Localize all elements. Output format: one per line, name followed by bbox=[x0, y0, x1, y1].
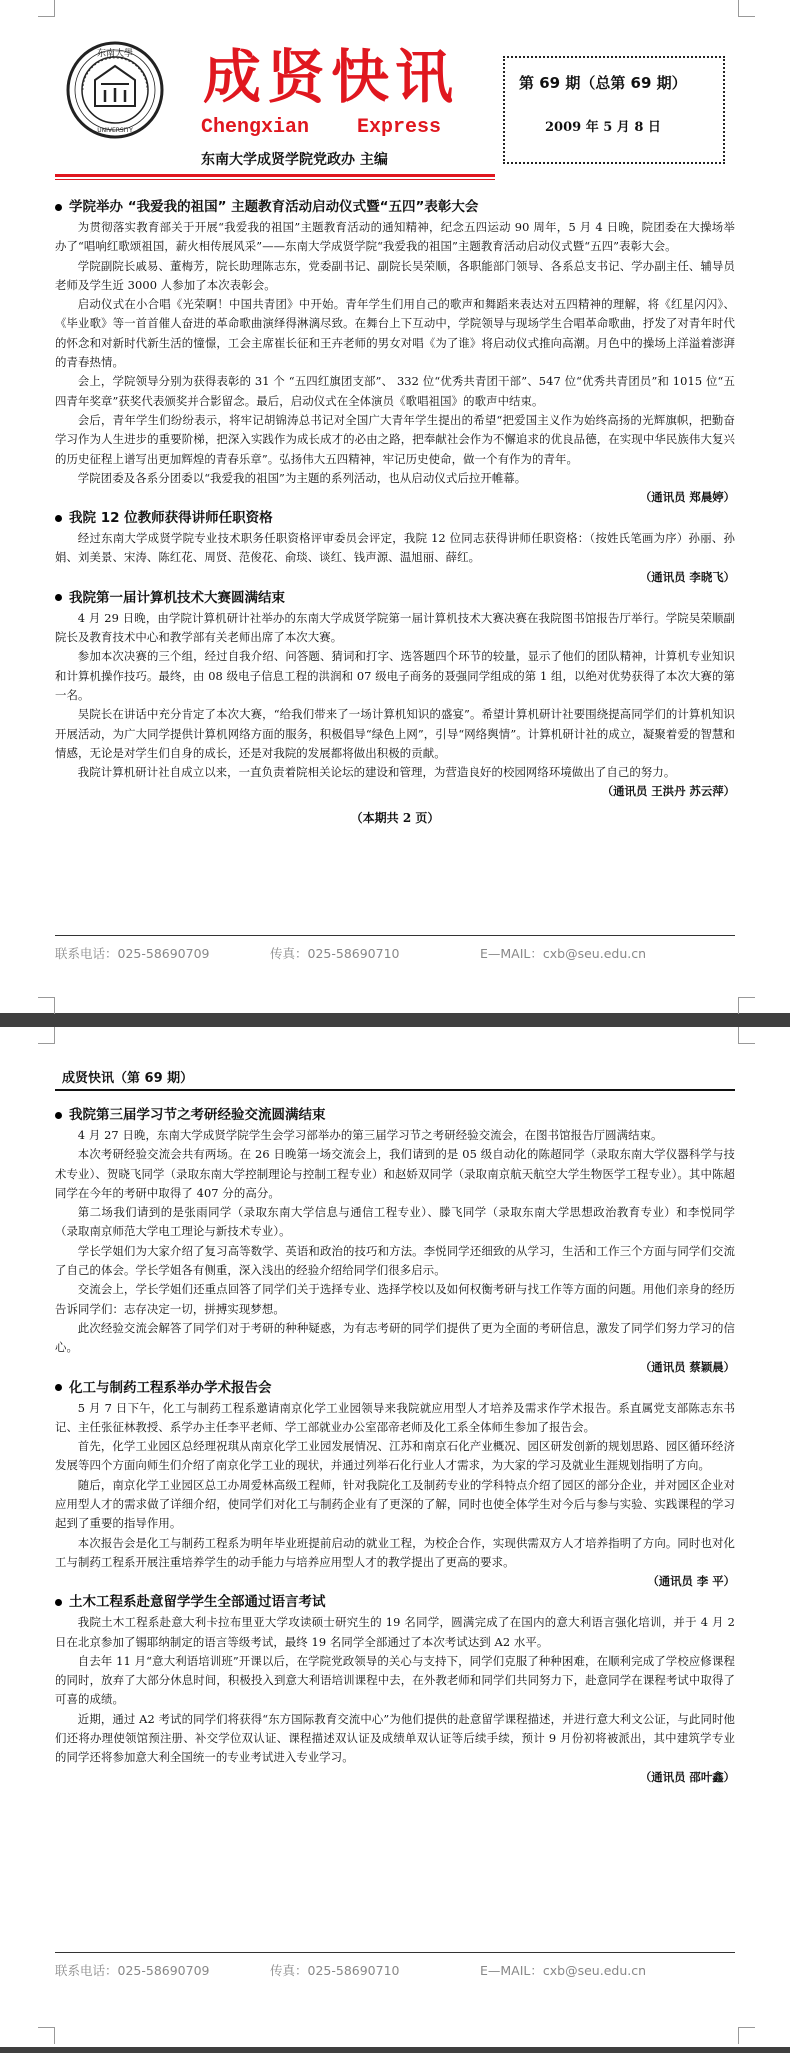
running-header: 成贤快讯（第 69 期） bbox=[62, 1071, 194, 1086]
article-paragraph: 学院团委及各系分团委以“我爱我的祖国”为主题的系列活动，也从启动仪式后拉开帷幕。 bbox=[77, 470, 527, 485]
article-paragraph: 我院土木工程系赴意大利卡拉布里亚大学攻读硕士研究生的 19 名同学，圆满完成了在国内的意大利语言强化培训，并于 4 月 2 日在北京参加了锡耶纳制定的语言等级考试，最终 19 名同学全部通过了本次考试达到 A2 水平。 bbox=[55, 1615, 735, 1649]
newsletter-subtitle: Chengxian Express bbox=[201, 116, 442, 139]
footer bbox=[55, 944, 735, 962]
running-header-divider bbox=[55, 1089, 735, 1091]
svg-text:UNIVERSITY: UNIVERSITY bbox=[97, 127, 133, 134]
bullet-icon bbox=[55, 204, 62, 211]
crop-mark bbox=[738, 2027, 755, 2044]
footer-fax: 传真：025-58690710 bbox=[270, 946, 400, 961]
crop-mark bbox=[38, 2027, 55, 2044]
article bbox=[55, 507, 735, 587]
footer-fax: 传真：025-58690710 bbox=[270, 1963, 400, 1978]
page-2 bbox=[0, 1027, 790, 2047]
footer bbox=[55, 1961, 735, 1979]
article-paragraph: 参加本次决赛的三个组，经过自我介绍、问答题、猜词和打字、选答题四个环节的较量，显示了他们的团队精神，计算机专业知识和计算机操作技巧。最终，由 08 级电子信息工程的洪润和 07 级电子商务的聂强同学组成的第 1 组，以绝对优势获得了本次大赛的第一名。 bbox=[55, 649, 735, 702]
editor-line: 东南大学成贤学院党政办 主编 bbox=[201, 152, 388, 168]
crop-mark bbox=[38, 0, 55, 17]
article-paragraph: 首先，化学工业园区总经理祝琪从南京化学工业园发展情况、江苏和南京石化产业概况、园区研发创新的规划思路、园区循环经济发展等四个方面向师生们介绍了南京化学工业的现状，并通过列举石化行业人才需求，为大家的学习及就业生涯规划指明了方向。 bbox=[55, 1439, 735, 1473]
article-author: （通讯员 王洪丹 苏云萍） bbox=[601, 784, 735, 799]
footer-phone: 联系电话：025-58690709 bbox=[55, 1963, 210, 1978]
crop-mark bbox=[738, 0, 755, 17]
article-paragraph: 自去年 11 月“意大利语培训班”开课以后，在学院党政领导的关心与支持下，同学们克服了种种困难，在顺利完成了学校应修课程的同时，放弃了大部分休息时间，积极投入到意大利语培训课程中去，在外教老师和同学们共同努力下，赴意同学在课程考试中取得了可喜的成绩。 bbox=[55, 1653, 735, 1707]
bullet-icon bbox=[55, 594, 62, 601]
footer-divider bbox=[55, 1952, 735, 1953]
article-title: 学院举办 “我爱我的祖国” 主题教育活动启动仪式暨“五四”表彰大会 bbox=[55, 196, 735, 218]
seal-icon bbox=[65, 40, 165, 140]
article-title: 我院 12 位教师获得讲师任职资格 bbox=[55, 507, 735, 529]
article-paragraph: 此次经验交流会解答了同学们对于考研的种种疑惑，为有志考研的同学们提供了更为全面的考研信息，激发了同学们努力学习的信心。 bbox=[55, 1320, 735, 1355]
article-author: （通讯员 邵叶鑫） bbox=[639, 1769, 735, 1784]
article-author: （通讯员 郑晨婷） bbox=[639, 490, 735, 505]
article bbox=[55, 196, 735, 507]
article-paragraph: 本次考研经验交流会共有两场。在 26 日晚第一场交流会上，我们请到的是 05 级自动化的陈超同学（录取东南大学仪器科学与技术专业）、贺晓飞同学（录取东南大学控制理论与控制工程专业）和赵娇双同学（录取南京航天航空大学生物医学工程专业）。其中陈超同学在今年的考研中取得了 407 分的高分。 bbox=[55, 1147, 735, 1200]
bullet-icon bbox=[55, 1599, 62, 1606]
bullet-icon bbox=[55, 1112, 62, 1119]
article-paragraph: 学长学姐们为大家介绍了复习高等数学、英语和政治的技巧和方法。李悦同学还细致的从学习，生活和工作三个方面与同学们交流了自己的体会。学长学姐各有侧重，深入浅出的经验介绍给同学们很多启示。 bbox=[55, 1243, 735, 1278]
svg-text:东南大學: 东南大學 bbox=[96, 49, 134, 59]
article bbox=[55, 1377, 735, 1592]
article bbox=[55, 1591, 735, 1786]
article-paragraph: 近期，通过 A2 考试的同学们将获得“东方国际教育交流中心”为他们提供的赴意留学课程描述，并进行意大利文公证，与此同时他们还将办理使领馆预注册、补交学位双认证、课程描述双认证及成绩单双认证等后续手续，预计 9 月份初将被派出，其中建筑学专业的同学还将参加意大利全国统一的专业考试进入专业学习。 bbox=[55, 1711, 735, 1765]
article-paragraph: 为贯彻落实教育部关于开展“我爱我的祖国”主题教育活动的通知精神，纪念五四运动 90 周年，5 月 4 日晚，院团委在大操场举办了“唱响红歌颂祖国，薪火相传展风采”——东南大学成贤学院“我爱我的祖国”主题教育活动启动仪式暨“五四”表彰大会。 bbox=[55, 220, 735, 254]
article-title: 土木工程系赴意留学学生全部通过语言考试 bbox=[55, 1591, 735, 1613]
crop-mark bbox=[738, 1027, 755, 1044]
crop-mark bbox=[38, 997, 55, 1014]
masthead bbox=[55, 38, 735, 188]
article-paragraph: 吴院长在讲话中充分肯定了本次大赛，“给我们带来了一场计算机知识的盛宴”。希望计算机研计社要围绕提高同学们的计算机知识开展活动，为广大同学提供计算机网络方面的服务，积极倡导“绿色上网”，引导“网络舆情”。计算机研计社的成立，凝聚着爱的智慧和情感，无论是对学生们自身的成长，还是对我院的发展都将做出积极的贡献。 bbox=[55, 707, 735, 760]
article-paragraph: 第二场我们请到的是张雨同学（录取东南大学信息与通信工程专业）、滕飞同学（录取东南大学思想政治教育专业）和李悦同学（录取南京师范大学电工理论与新技术专业）。 bbox=[55, 1205, 735, 1239]
page-1-content bbox=[55, 196, 735, 826]
article bbox=[55, 1104, 735, 1377]
article-paragraph: 学院副院长戚易、董梅芳，院长助理陈志东，党委副书记、副院长吴荣顺，各职能部门领导、各系总支书记、学办副主任、辅导员老师及学生近 3000 人参加了本次表彰会。 bbox=[55, 258, 735, 292]
masthead-divider bbox=[55, 174, 495, 180]
issue-date: 2009 年 5 月 8 日 bbox=[545, 120, 661, 135]
article bbox=[55, 587, 735, 802]
article-paragraph: 本次报告会是化工与制药工程系为明年毕业班提前启动的就业工程，为校企合作，实现供需双方人才培养指明了方向。同时也对化工与制药工程系开展注重培养学生的动手能力与培养应用型人才的教学提出了更高的要求。 bbox=[55, 1535, 735, 1569]
issue-number: 第 69 期（总第 69 期） bbox=[519, 74, 687, 92]
footer-email[interactable]: E—MAIL：cxb@seu.edu.cn bbox=[480, 946, 647, 961]
bullet-icon bbox=[55, 1384, 62, 1391]
page-count-note: （本期共 2 页） bbox=[350, 811, 440, 826]
article-paragraph: 随后，南京化学工业园区总工办周爱林高级工程师，针对我院化工及制药专业的学科特点介绍了园区的部分企业，并对园区企业对应用型人才的需求做了详细介绍，使同学们对化工与制药企业有了更深的了解，同时也使全体学生对今后与参与实验、实践课程的学习起到了重要的指导作用。 bbox=[55, 1477, 735, 1531]
article-title: 我院第三届学习节之考研经验交流圆满结束 bbox=[55, 1104, 735, 1126]
article-paragraph: 4 月 29 日晚，由学院计算机研计社举办的东南大学成贤学院第一届计算机技术大赛决赛在我院图书馆报告厅举行。学院吴荣顺副院长及教育技术中心和教学部有关老师出席了本次大赛。 bbox=[55, 610, 735, 645]
article-paragraph: 4 月 27 日晚，东南大学成贤学院学生会学习部举办的第三届学习节之考研经验交流会，在图书馆报告厅圆满结束。 bbox=[77, 1128, 663, 1142]
article-title: 化工与制药工程系举办学术报告会 bbox=[55, 1377, 735, 1399]
article-paragraph: 启动仪式在小合唱《光荣啊！中国共青团》中开始。青年学生们用自己的歌声和舞蹈来表达对五四精神的理解，将《红星闪闪》、《毕业歌》等一首首催人奋进的革命歌曲演绎得淋漓尽致。在舞台上下互动中，学院领导与现场学生合唱革命歌曲，抒发了对青年时代的怀念和对新时代新生活的憧憬，工会主席崔长征和王卉老师的男女对唱《为了谁》将启动仪式推向高潮。月色中的操场上洋溢着澎湃的青春热情。 bbox=[55, 297, 735, 370]
article-paragraph: 会上，学院领导分别为获得表彰的 31 个 “五四红旗团支部”、 332 位“优秀共青团干部”、547 位“优秀共青团员”和 1015 位“五四青年奖章”获奖代表颁奖并合影留念。最后，启动仪式在全体演员《歌唱祖国》的歌声中结束。 bbox=[55, 374, 735, 408]
page-2-content bbox=[55, 1104, 735, 1787]
article-author: （通讯员 李 平） bbox=[647, 1574, 735, 1589]
article-paragraph: 经过东南大学成贤学院专业技术职务任职资格评审委员会评定，我院 12 位同志获得讲师任职资格：（按姓氏笔画为序）孙丽、孙娟、刘美景、宋涛、陈红花、周贤、范俊花、俞琰、谈红、钱声源、温旭丽、薛红。 bbox=[55, 531, 735, 565]
article-paragraph: 我院计算机研计社自成立以来，一直负责着院相关论坛的建设和管理，为营造良好的校园网络环境做出了自己的努力。 bbox=[77, 765, 676, 780]
bullet-icon bbox=[55, 515, 62, 522]
article-author: （通讯员 蔡颖晨） bbox=[639, 1359, 735, 1374]
page-1 bbox=[0, 0, 790, 1013]
article-title: 我院第一届计算机技术大赛圆满结束 bbox=[55, 587, 735, 609]
newsletter-title: 成贤快讯 bbox=[203, 43, 460, 111]
issue-box bbox=[503, 56, 725, 164]
crop-mark bbox=[738, 997, 755, 1014]
article-paragraph: 交流会上，学长学姐们还重点回答了同学们关于选择专业、选择学校以及如何权衡考研与找工作等方面的问题。用他们亲身的经历告诉同学们：志存决定一切，拼搏实现梦想。 bbox=[55, 1282, 735, 1316]
footer-phone: 联系电话：025-58690709 bbox=[55, 946, 210, 961]
footer-email[interactable]: E—MAIL：cxb@seu.edu.cn bbox=[480, 1963, 647, 1978]
article-paragraph: 会后，青年学生们纷纷表示，将牢记胡锦涛总书记对全国广大青年学生提出的希望“把爱国主义作为始终高扬的光辉旗帜，把勤奋学习作为人生进步的重要阶梯，把深入实践作为成长成才的必由之路，把奉献社会作为不懈追求的优良品德，在实现中华民族伟大复兴的历史征程上谱写出更加辉煌的青春乐章”。弘扬伟大五四精神，牢记历史使命，做一个有作为的青年。 bbox=[55, 412, 735, 466]
crop-mark bbox=[38, 1027, 55, 1044]
university-logo bbox=[65, 40, 165, 140]
article-paragraph: 5 月 7 日下午，化工与制药工程系邀请南京化学工业园领导来我院就应用型人才培养及需求作学术报告。系直属党支部陈志东书记、主任张征林教授、系学办主任李平老师、学工部就业办公室邵帝老师及化工系全体师生参加了报告会。 bbox=[55, 1400, 735, 1434]
article-author: （通讯员 李晓飞） bbox=[639, 569, 735, 584]
footer-divider bbox=[55, 935, 735, 936]
